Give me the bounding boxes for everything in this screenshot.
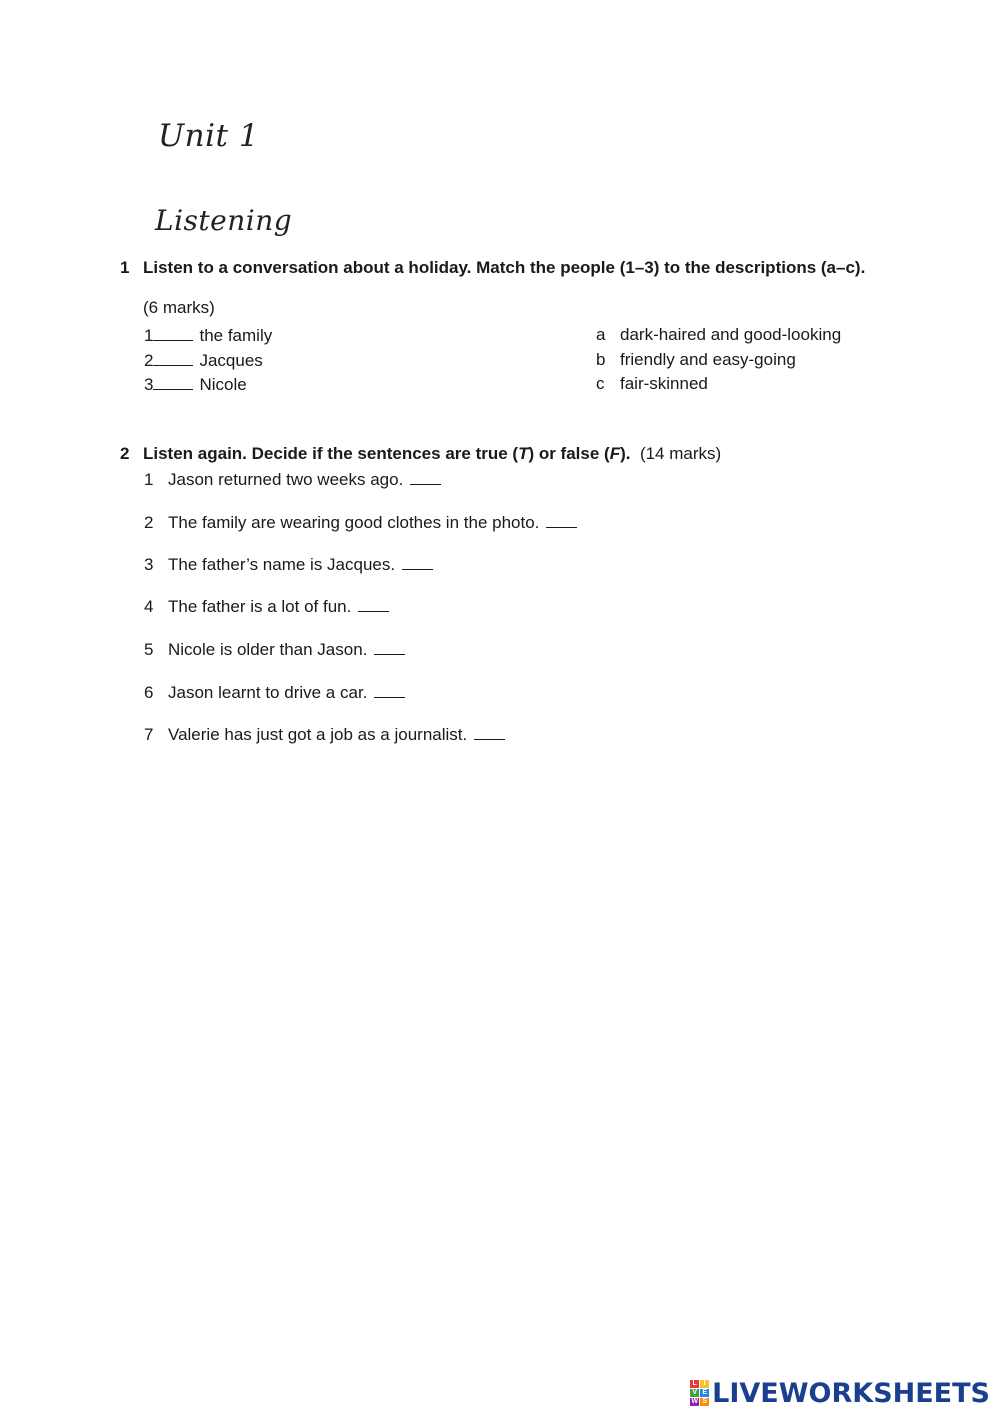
tf-item-4 [144,596,389,617]
description-letter: b [596,350,606,369]
tf-item-3 [144,554,433,575]
person-label: the family [199,326,273,345]
answer-blank[interactable] [153,350,193,366]
logo-mark-cell: W [691,1398,698,1405]
logo-mark-cell: S [700,1398,709,1406]
answer-blank[interactable] [358,596,389,612]
tf-item-2 [144,512,577,533]
item-number: 6 [144,683,154,702]
item-text: Nicole is older than Jason. [168,640,368,659]
question-2-number: 2 [120,444,130,463]
question-1-instruction: Listen to a conversation about a holiday. Match the people (1–3) to the descriptions (a–c). [143,258,866,277]
person-number: 3 [144,375,154,394]
question-1-number: 1 [120,258,130,277]
item-number: 7 [144,725,154,744]
description-label: friendly and easy-going [620,350,796,369]
item-number: 3 [144,555,154,574]
item-number: 5 [144,640,154,659]
unit-title: Unit 1 [158,118,260,154]
match-person-1 [144,325,272,346]
answer-blank[interactable] [374,682,405,698]
description-label: fair-skinned [620,374,708,393]
logo-mark-cell: L [690,1380,699,1388]
true-letter: T [518,444,529,463]
answer-blank[interactable] [474,724,505,740]
logo-mark-cell: V [690,1389,699,1397]
answer-blank[interactable] [410,469,441,485]
question-2-instruction: Listen again. Decide if the sentences are true (T) or false (F). (14 marks) [143,444,722,463]
item-text: Jason learnt to drive a car. [168,683,368,702]
item-text: Jason returned two weeks ago. [168,470,404,489]
item-text: Valerie has just got a job as a journalist. [168,725,468,744]
person-number: 1 [144,326,154,345]
tf-item-7 [144,724,505,745]
match-description-a [596,325,841,345]
tf-item-5 [144,639,405,660]
section-title: Listening [155,204,293,237]
item-text: The father’s name is Jacques. [168,555,396,574]
item-text: The family are wearing good clothes in the photo. [168,513,540,532]
tf-item-6 [144,682,405,703]
match-person-3 [144,374,247,395]
description-label: dark-haired and good-looking [620,325,842,344]
description-letter: c [596,374,605,393]
item-number: 4 [144,597,154,616]
answer-blank[interactable] [153,325,193,341]
question-2-marks: (14 marks) [639,444,722,463]
answer-blank[interactable] [153,374,193,390]
logo-mark-cell: I [700,1380,709,1388]
item-number: 2 [144,513,154,532]
false-letter: F [609,444,621,463]
person-label: Nicole [199,375,247,394]
liveworksheets-logo [690,1378,990,1408]
answer-blank[interactable] [374,639,405,655]
item-text: The father is a lot of fun. [168,597,352,616]
question-1-marks: (6 marks) [143,298,215,317]
answer-blank[interactable] [546,512,577,528]
logo-text: LIVEWORKSHEETS [712,1377,990,1409]
match-person-2 [144,350,263,371]
answer-blank[interactable] [402,554,433,570]
description-letter: a [596,325,606,344]
item-number: 1 [144,470,154,489]
tf-item-1 [144,469,441,490]
person-label: Jacques [199,351,263,370]
match-description-c [596,374,708,394]
logo-mark-cell: E [700,1389,709,1397]
person-number: 2 [144,351,154,370]
match-description-b [596,350,796,370]
logo-mark-icon [690,1380,709,1406]
